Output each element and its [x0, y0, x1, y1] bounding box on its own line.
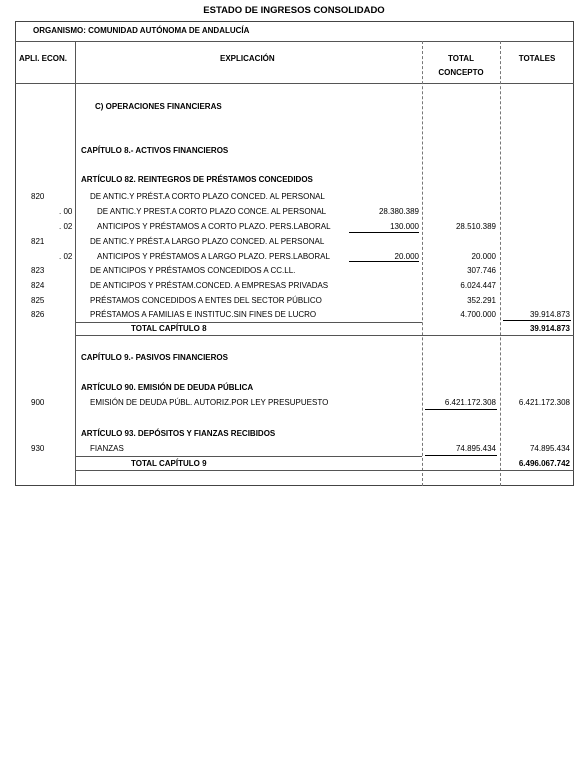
- page-title: ESTADO DE INGRESOS CONSOLIDADO: [203, 5, 385, 16]
- row-code: 826: [31, 310, 45, 319]
- header-apli-econ: APLI. ECON.: [19, 54, 68, 63]
- cap9-title: CAPÍTULO 9.- PASIVOS FINANCIEROS: [81, 353, 228, 362]
- underline-row930: [425, 455, 497, 456]
- row-concepto: 307.746: [467, 266, 496, 275]
- row-concepto: 6.024.447: [460, 281, 496, 290]
- cap8-total-line: [75, 335, 574, 336]
- row900-concepto: 6.421.172.308: [444, 398, 496, 407]
- row-code: . 02: [59, 222, 73, 231]
- row-code: 820: [31, 192, 45, 201]
- row930-text: FIANZAS: [90, 444, 124, 453]
- header-totales: TOTALES: [518, 54, 556, 63]
- underline-130000: [349, 232, 419, 233]
- row-text: DE ANTICIPOS Y PRÉSTAMOS CONCEDIDOS A CC.LL.: [90, 266, 296, 275]
- row-sub-value: 130.000: [390, 222, 419, 231]
- row930-concepto: 74.895.434: [455, 444, 496, 453]
- cap8-total-line-left: [75, 322, 422, 323]
- row900-text: EMISIÓN DE DEUDA PÚBL. AUTORIZ.POR LEY PRESUPUESTO: [90, 398, 329, 407]
- cap8-title: CAPÍTULO 8.- ACTIVOS FINANCIEROS: [81, 146, 229, 155]
- organismo-divider: [15, 41, 574, 42]
- row-text: ANTICIPOS Y PRÉSTAMOS A CORTO PLAZO. PERS.LABORAL: [97, 222, 331, 231]
- row900-code: 900: [31, 398, 45, 407]
- header-explicacion: EXPLICACIÓN: [220, 54, 275, 63]
- underline-39914873: [503, 320, 571, 321]
- row-concepto: 352.291: [467, 296, 496, 305]
- row-text: DE ANTIC.Y PREST.A CORTO PLAZO CONCE. AL PERSONAL: [97, 207, 327, 216]
- cap9-total-label: TOTAL CAPÍTULO 9: [131, 459, 207, 468]
- row-sub-value: 20.000: [394, 252, 419, 261]
- header-concepto: CONCEPTO: [438, 68, 484, 77]
- cap9-total-line-left: [75, 456, 422, 457]
- row-text: DE ANTICIPOS Y PRÉSTAM.CONCED. A EMPRESAS PRIVADAS: [90, 281, 329, 290]
- cap9-total-line: [75, 470, 574, 471]
- row-totales: 39.914.873: [529, 310, 570, 319]
- cap8-total-label: TOTAL CAPÍTULO 8: [131, 324, 207, 333]
- col-line-3: [500, 41, 501, 486]
- row930-code: 930: [31, 444, 45, 453]
- row930-totales: 74.895.434: [529, 444, 570, 453]
- row-code: 824: [31, 281, 45, 290]
- art93-title: ARTÍCULO 93. DEPÓSITOS Y FIANZAS RECIBIDOS: [81, 429, 276, 438]
- row900-totales: 6.421.172.308: [518, 398, 570, 407]
- cap9-total-value: 6.496.067.742: [518, 459, 570, 468]
- row-code: 823: [31, 266, 45, 275]
- row-concepto: 28.510.389: [455, 222, 496, 231]
- cap8-total-value: 39.914.873: [529, 324, 570, 333]
- row-text: DE ANTIC.Y PRÉST.A CORTO PLAZO CONCED. AL PERSONAL: [90, 192, 325, 201]
- art90-title: ARTÍCULO 90. EMISIÓN DE DEUDA PÚBLICA: [81, 383, 254, 392]
- row-code: . 00: [59, 207, 73, 216]
- row-concepto: 4.700.000: [460, 310, 496, 319]
- art82-title: ARTÍCULO 82. REINTEGROS DE PRÉSTAMOS CONCEDIDOS: [81, 175, 313, 184]
- header-total: TOTAL: [448, 54, 474, 63]
- header-divider: [15, 83, 574, 84]
- row-text: PRÉSTAMOS CONCEDIDOS A ENTES DEL SECTOR PÚBLICO: [90, 296, 322, 305]
- underline-20000: [349, 261, 419, 262]
- row-sub-value: 28.380.389: [378, 207, 419, 216]
- row-code: . 02: [59, 252, 73, 261]
- row-text: DE ANTIC.Y PRÉST.A LARGO PLAZO CONCED. AL PERSONAL: [90, 237, 325, 246]
- underline-row900: [425, 409, 497, 410]
- row-code: 825: [31, 296, 45, 305]
- organismo-label: ORGANISMO: COMUNIDAD AUTÓNOMA DE ANDALUCÍA: [33, 26, 250, 35]
- row-text: ANTICIPOS Y PRÉSTAMOS A LARGO PLAZO. PERS.LABORAL: [97, 252, 330, 261]
- row-concepto: 20.000: [471, 252, 496, 261]
- row-code: 821: [31, 237, 45, 246]
- row-text: PRÉSTAMOS A FAMILIAS E INSTITUC.SIN FINES DE LUCRO: [90, 310, 317, 319]
- col-line-1: [75, 41, 76, 486]
- col-line-2: [422, 41, 423, 486]
- section-title: C) OPERACIONES FINANCIERAS: [95, 102, 222, 111]
